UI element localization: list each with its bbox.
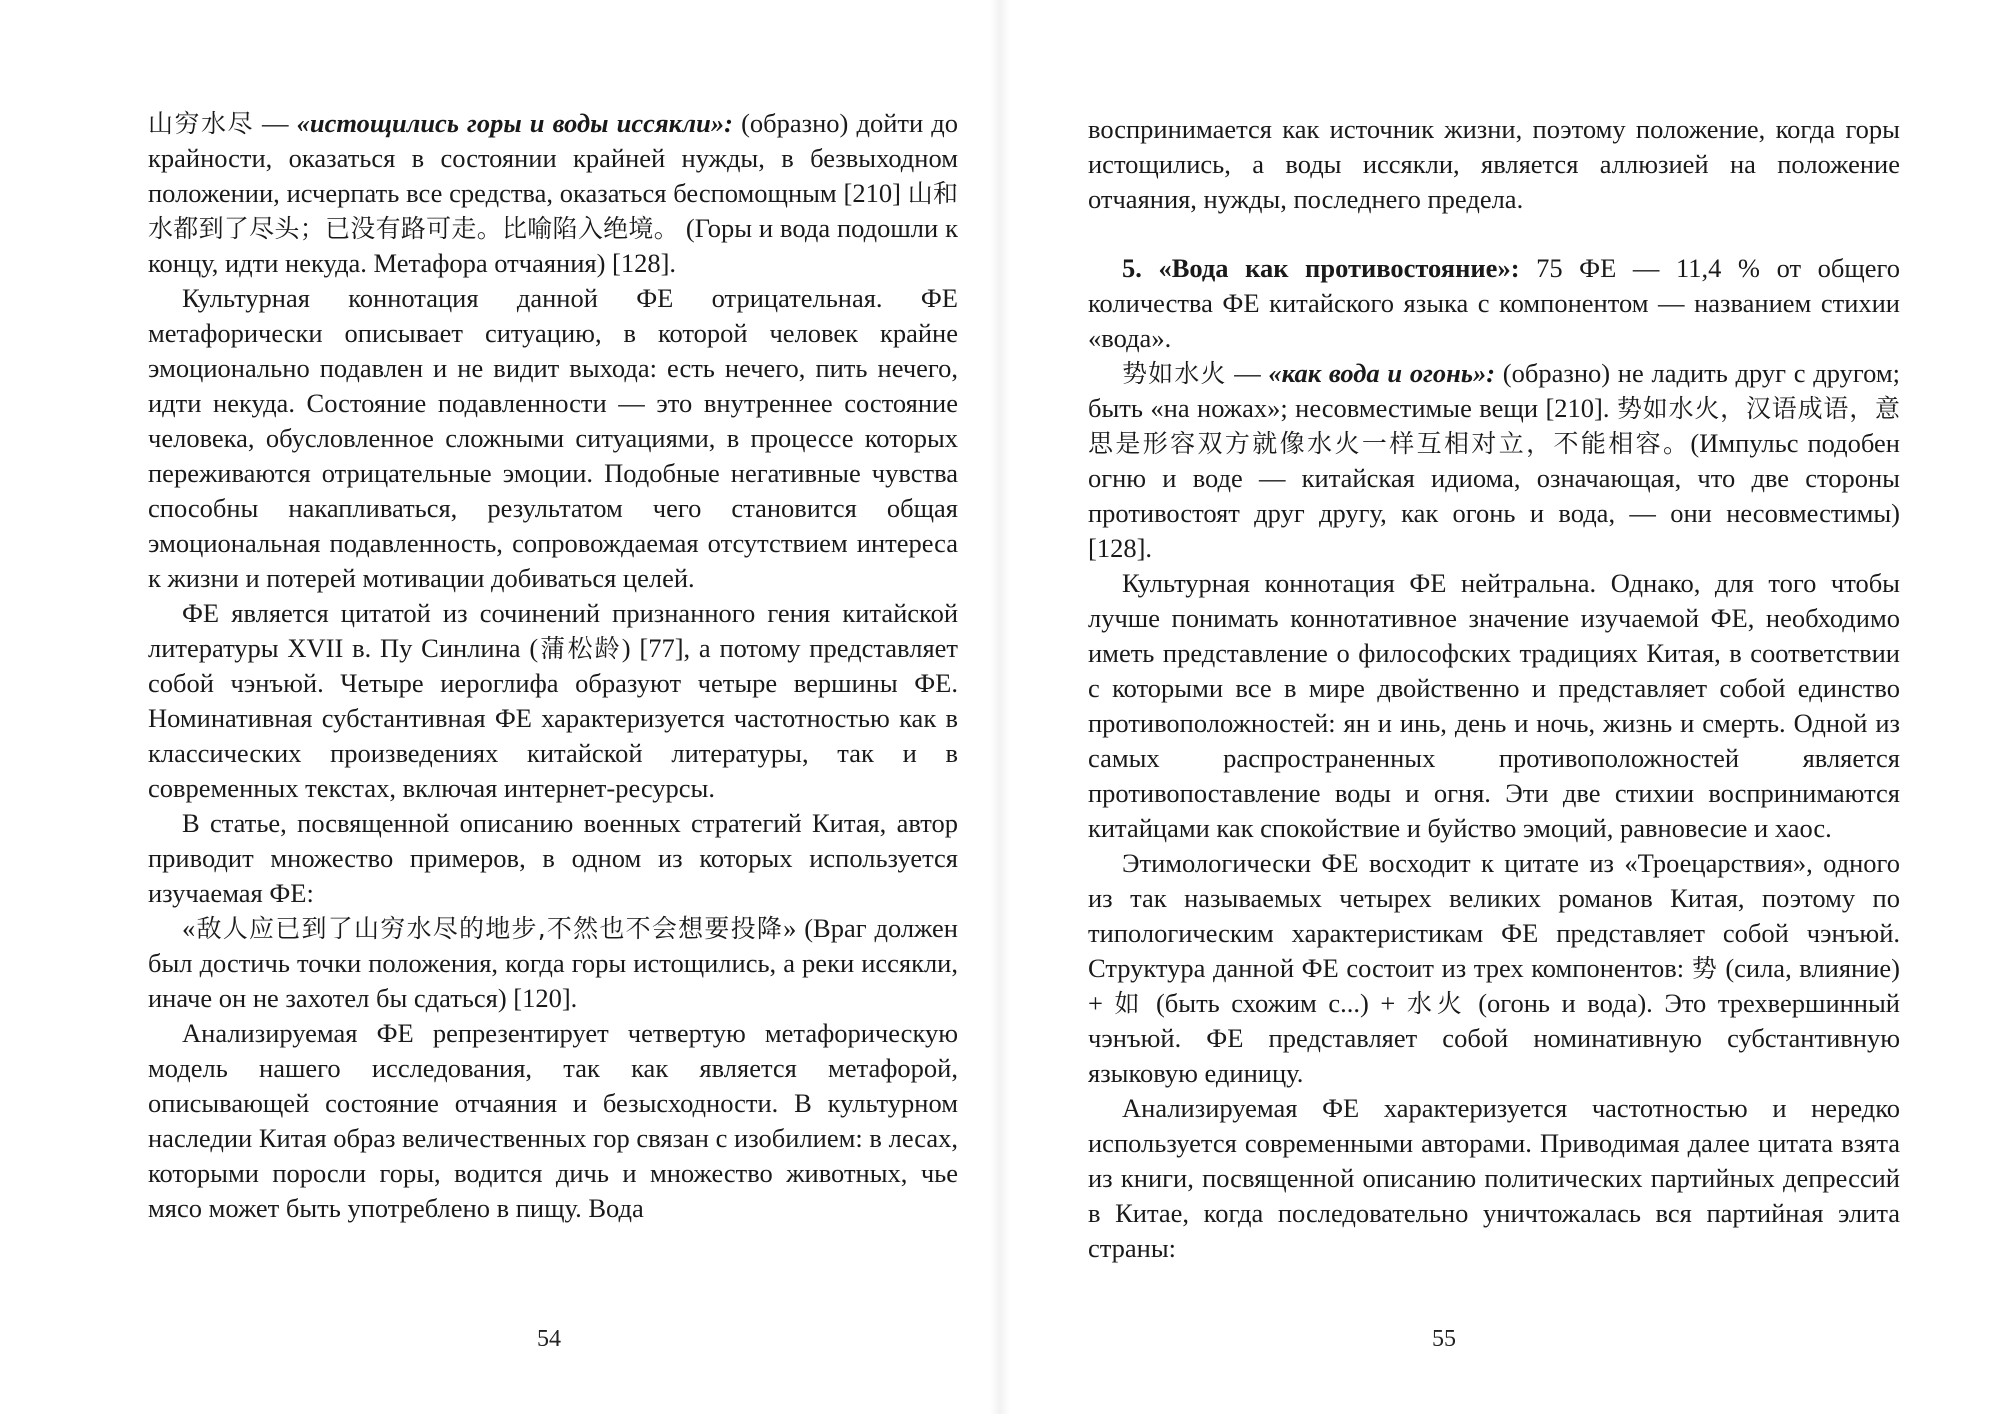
paragraph-connotation-2: Культурная коннотация ФЕ нейтральна. Однако, для того чтобы лучше понимать коннотативное значение изучаемой ФЕ, необходимо иметь представление о философских традициях Китая, в соответствии с которыми все в мире двойственно и представляет собой единство противоположностей: ян и инь, день и ночь, жизнь и смерть. Одной из самых распространенных противоположностей является противопоставление воды и огня. Эти две стихии воспринимаются китайцами как спокойствие и буйство эмоций, равновесие и хаос. [1088, 568, 1900, 843]
chinese-explanation-2: 势如水火，汉语成语，意思是形容双方就像水火一样互相对立，不能相容。 [1088, 394, 1900, 458]
section-title: 5. «Вода как противостояние»: [1122, 253, 1520, 283]
paragraph-frequency: Анализируемая ФЕ характеризуется частотностью и нередко используется современными авторами. Приводимая далее цитата взята из книги, посвященной описанию политических партийных депрессий в Китае, когда последовательно уничтожалась вся партийная элита страны: [1088, 1093, 1900, 1263]
chinese-explanation: 山和水都到了尽头；已没有路可走。比喻陷入绝境。 [148, 179, 958, 243]
paragraph-idiom-definition: 山穷水尽 — «истощились горы и воды иссякли»: (образно) дойти до крайности, оказаться в состоянии крайней нужды, в безвыходном положении, исчерпать все средства, оказаться беспомощным [210] 山和水都到了尽头；已没有路可走。比喻陷入绝境。 (Горы и вода подошли к концу, идти некуда. Метафора отчаяния) [128]. [148, 108, 958, 278]
page-number-right: 55 [1432, 1326, 1456, 1352]
paragraph-connotation: Культурная коннотация данной ФЕ отрицательная. ФЕ метафорически описывает ситуацию, в которой человек крайне эмоционально подавлен и не видит выхода: есть нечего, пить нечего, идти некуда. Состояние подавленности — это внутреннее состояние человека, обусловленное сложными ситуациями, в процессе которых переживаются отрицательные эмоции. Подобные негативные чувства способны накапливаться, результатом чего становится общая эмоциональная подавленность, сопровождаемая отсутствием интереса к жизни и потерей мотивации добиваться целей. [148, 283, 958, 593]
paragraph-idiom-definition-2: 势如水火 — «как вода и огонь»: (образно) не ладить друг с другом; быть «на ножах»; несовместимые вещи [210]. 势如水火，汉语成语，意思是形容双方就像水火一样互相对立，不能相容。(Импульс подобен огню и воде — китайская идиома, означающая, что две стороны противостоят друг другу, как огонь и вода, — они несовместимы) [128]. [1088, 358, 1900, 563]
example-chinese: 敌人应已到了山穷水尽的地步,不然也不会想要投降 [195, 914, 784, 943]
section-gap [1088, 217, 1900, 251]
paragraph-usage-intro: В статье, посвященной описанию военных стратегий Китая, автор приводит множество примеров, в одном из которых используется изучаемая ФЕ: [148, 808, 958, 908]
paragraph-etymology: Этимологически ФЕ восходит к цитате из «Троецарствия», одного из так называемых четырех великих романов Китая, поэтому по типологическим характеристикам ФЕ представляет собой чэнъюй. Структура данной ФЕ состоит из трех компонентов: 势 (сила, влияние) + 如 (быть схожим с...) + 水火 (огонь и вода). Это трехвершинный чэнъюй. ФЕ представляет собой номинативную субстантивную языковую единицу. [1088, 848, 1900, 1088]
paragraph-example-quote: «敌人应已到了山穷水尽的地步,不然也不会想要投降» (Враг должен был достичь точки положения, когда горы истощились, а реки иссякли, иначе он не захотел бы сдаться) [120]. [148, 913, 958, 1013]
idiom-chinese-2: 势如水火 [1122, 359, 1227, 388]
idiom-translation-2: «как вода и огонь»: [1268, 358, 1496, 388]
idiom-chinese: 山穷水尽 [148, 109, 254, 138]
paragraph-metaphor-model: Анализируемая ФЕ репрезентирует четвертую метафорическую модель нашего исследования, так как является метафорой, описывающей состояние отчаяния и безысходности. В культурном наследии Китая образ величественных гор связан с изобилием: в лесах, которыми поросли горы, водится дичь и множество животных, чье мясо может быть употреблено в пищу. Вода [148, 1018, 958, 1223]
author-name-chinese: 蒲松龄 [538, 634, 622, 663]
right-page [1000, 0, 2000, 1414]
section-heading: 5. «Вода как противостояние»: 75 ФЕ — 11,4 % от общего количества ФЕ китайского языка с компонентом — названием стихии «вода». [1088, 253, 1900, 353]
right-page-text [1088, 112, 1900, 1266]
idiom-translation: «истощились горы и воды иссякли»: [296, 108, 733, 138]
paragraph-origin: ФЕ является цитатой из сочинений признанного гения китайской литературы XVII в. Пу Синлина (蒲松龄) [77], а потому представляет собой чэнъюй. Четыре иероглифа образуют четыре вершины ФЕ. Номинативная субстантивная ФЕ характеризуется частотностью как в классических произведениях китайской литературы, так и в современных текстах, включая интернет-ресурсы. [148, 598, 958, 803]
paragraph-continuation: воспринимается как источник жизни, поэтому положение, когда горы истощились, а воды иссякли, является аллюзией на положение отчаяния, нужды, последнего предела. [1088, 114, 1900, 214]
page-number-left: 54 [537, 1326, 561, 1352]
left-page-text [148, 106, 958, 1226]
